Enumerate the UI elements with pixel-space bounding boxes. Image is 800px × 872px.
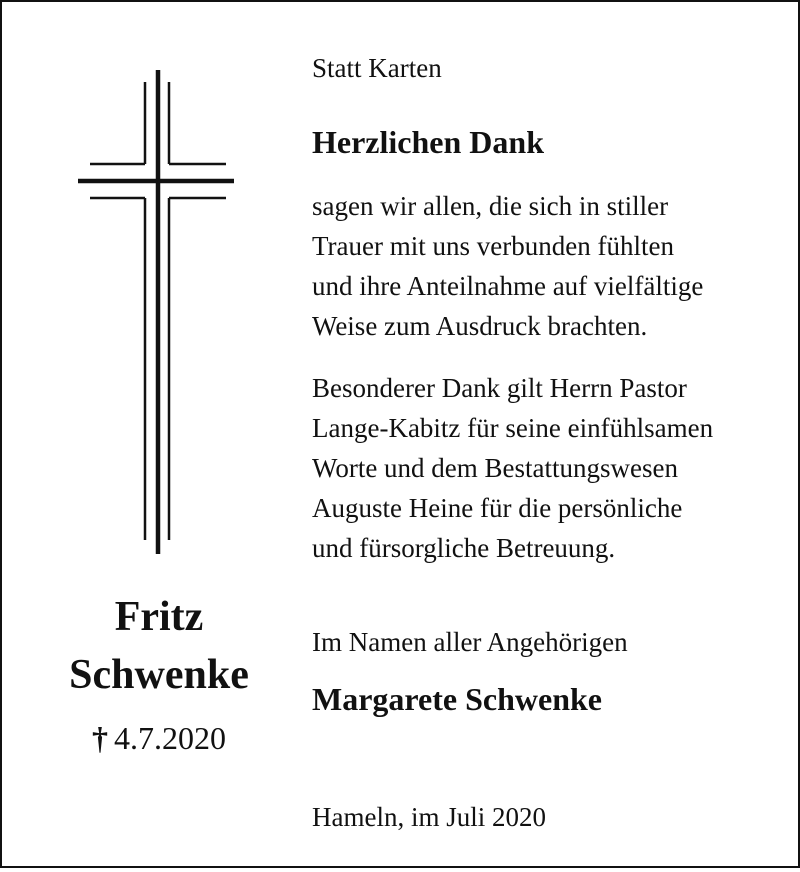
closing-text: Im Namen aller Angehörigen xyxy=(312,627,628,657)
signer-name: Margarete Schwenke xyxy=(312,681,602,717)
paragraph-line: Besonderer Dank gilt Herrn Pastor xyxy=(312,373,687,403)
paragraph-line: Worte und dem Bestattungswesen xyxy=(312,453,679,483)
death-date-line xyxy=(36,718,282,758)
dagger-icon: † xyxy=(92,720,108,756)
paragraph-line: Weise zum Ausdruck brachten. xyxy=(312,311,648,341)
paragraph-special-thanks xyxy=(312,368,713,568)
deceased-first-name: Fritz xyxy=(114,594,204,640)
intro-text: Statt Karten xyxy=(312,53,442,83)
deceased-last-name: Schwenke xyxy=(69,652,249,698)
paragraph-line: Lange-Kabitz für seine einfühlsamen xyxy=(312,413,714,443)
heading: Herzlichen Dank xyxy=(312,124,544,160)
paragraph-line: und ihre Anteilnahme auf vielfältige xyxy=(312,271,704,301)
place-date: Hameln, im Juli 2020 xyxy=(312,802,546,832)
paragraph-line: sagen wir allen, die sich in stiller xyxy=(312,191,669,221)
cross-icon xyxy=(76,70,236,554)
paragraph-line: Trauer mit uns verbunden fühlten xyxy=(312,231,674,261)
death-date: 4.7.2020 xyxy=(114,720,226,756)
paragraph-line: Auguste Heine für die persönliche xyxy=(312,493,683,523)
paragraph-line: und fürsorgliche Betreuung. xyxy=(312,533,616,563)
paragraph-thanks xyxy=(312,186,703,346)
